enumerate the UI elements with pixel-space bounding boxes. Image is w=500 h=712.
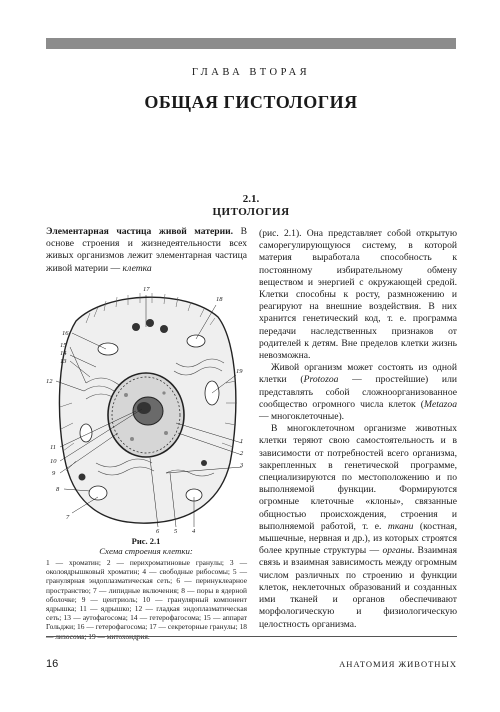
figure-label: 9 — [52, 470, 56, 477]
cell-diagram — [46, 283, 246, 533]
figure-label: 5 — [174, 528, 178, 533]
running-title: АНАТОМИЯ ЖИВОТНЫХ — [339, 659, 457, 669]
figure-number: Рис. 2.1 — [131, 536, 161, 546]
figure-label: 2 — [240, 450, 244, 457]
figure-label: 18 — [216, 296, 223, 303]
chapter-label: ГЛАВА ВТОРАЯ — [191, 67, 311, 78]
paragraph-3: В многоклеточном организме животных клетки теряют свою самостоятельность и в зависимости от потребностей всего организма, закрепленных в генетической программе, специализируются по местоположению и по выполняемой функции. Формируются огромные клеточные «клоны», связанные общностью происхождения, строения и выполняемой работой, т. е. ткани (костная, мышечные, нервная и др.), из которых строятся более крупные структуры — органы. Взаимная связь и взаимная зависимость между огромным числом различных по строению и функции клеток, неклеточных образований и созданных ими тканей и органов обеспечивают морфологическую и физиологическую целостность организма. — [259, 423, 457, 630]
figure-label: 10 — [50, 458, 57, 465]
section-number: 2.1. — [242, 193, 260, 205]
figure-label: 6 — [156, 528, 160, 533]
intro-text: В основе строения и жизнедеятельности всех живых организмов лежит элементарная частица живой материи — — [46, 226, 247, 274]
figure-title: Схема строения клетки: — [99, 546, 193, 556]
section-title: ЦИТОЛОГИЯ — [212, 206, 290, 218]
intro-lead: Элементарная частица живой материи. — [46, 226, 234, 237]
right-column — [259, 228, 457, 631]
figure-label: 3 — [240, 462, 244, 469]
figure-label: 15 — [60, 342, 67, 349]
page-number: 16 — [46, 658, 59, 670]
figure-label: 1 — [240, 438, 244, 445]
chapter-title: ОБЩАЯ ГИСТОЛОГИЯ — [144, 92, 358, 112]
figure-legend: 1 — хроматин; 2 — перихроматиновые гранулы; 3 — околоядрышковый хроматин; 4 — свободные рибосомы; 5 — гранулярная эндоплазматическая сеть; 6 — перинуклеарное пространство; 7 — липидные включения; 8 — поры в ядерной оболочке; 9 — центриоль; 10 — гранулярный компонент ядрышка; 11 — ядрышко; 12 — гладкая эндоплазматическая сеть; 13 — аутофагосома; 14 — гетерофагосома; 15 — аппарат Гольджи; 16 — гетерофагосома; 17 — секреторные гранулы; 18 — лизосома; 19 — митохондрия. — [46, 558, 247, 641]
intro-term: клетка — [122, 262, 152, 274]
header-bar — [46, 38, 456, 49]
footer-rule — [46, 636, 457, 637]
paragraph-1: (рис. 2.1). Она представляет собой открытую саморегулирующуюся систему, в которой материя выработала способность к постоянному избирательному обмену веществом и энергией с окружающей средой. Клетки способны к росту, размножению и реагируют на внешние воздействия. В них хранится генетический код, т. е. программа передачи наследственных признаков от родителей к детям. Вне пределов клетки жизнь невозможна. — [259, 228, 457, 362]
paragraph-2: Живой организм может состоять из одной клетки (Protozoa — простейшие) или представлять собой сложноорганизованное сообщество огромного числа клеток (Metazoa — многоклеточные). — [259, 362, 457, 423]
figure-label: 4 — [192, 528, 196, 533]
figure-label: 11 — [50, 444, 57, 451]
figure-label: 14 — [60, 350, 67, 357]
figure-label: 7 — [66, 514, 70, 521]
figure-label: 13 — [60, 358, 67, 365]
figure-label: 16 — [62, 330, 69, 337]
figure-label: 19 — [236, 368, 243, 375]
figure-label: 8 — [56, 486, 60, 493]
figure-label: 17 — [143, 286, 150, 293]
intro-paragraph — [46, 226, 247, 275]
figure-label: 12 — [46, 378, 53, 385]
